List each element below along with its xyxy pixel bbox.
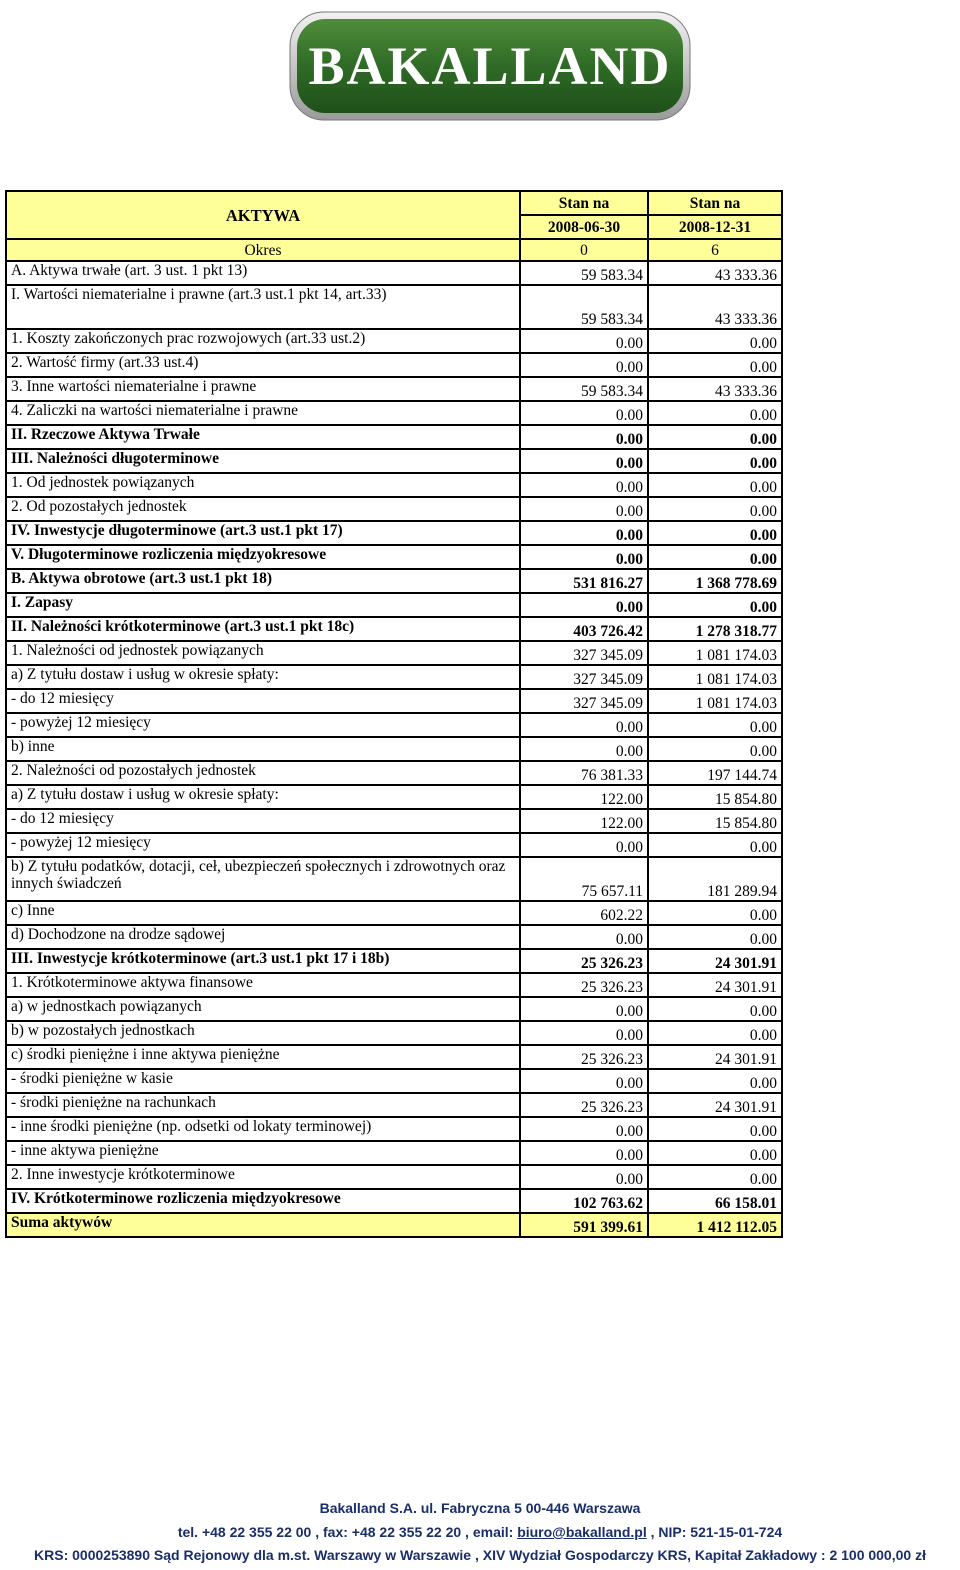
row-value-2008-12-31: 0.00: [648, 1165, 782, 1189]
row-value-2008-06-30: 0.00: [520, 1021, 648, 1045]
row-label: B. Aktywa obrotowe (art.3 ust.1 pkt 18): [6, 569, 520, 593]
row-label: I. Zapasy: [6, 593, 520, 617]
row-value-2008-12-31: 0.00: [648, 593, 782, 617]
row-value-2008-12-31: 24 301.91: [648, 1045, 782, 1069]
okres-row: [6, 239, 782, 261]
row-value-2008-06-30: 0.00: [520, 425, 648, 449]
table-row: [6, 1117, 782, 1141]
row-value-2008-12-31: 1 081 174.03: [648, 689, 782, 713]
col2-header: Stan na: [648, 191, 782, 215]
footer-phone-fax: tel. +48 22 355 22 00 , fax: +48 22 355 22 20 , email:: [177, 1524, 518, 1540]
row-label: b) Z tytułu podatków, dotacji, ceł, ubezpieczeń społecznych i zdrowotnych oraz innych świadczeń: [6, 857, 520, 901]
table-row: [6, 1045, 782, 1069]
table-row: [6, 521, 782, 545]
row-label: III. Należności długoterminowe: [6, 449, 520, 473]
row-value-2008-12-31: 0.00: [648, 401, 782, 425]
table-row: [6, 857, 782, 901]
row-label: - do 12 miesięcy: [6, 689, 520, 713]
row-value-2008-06-30: 75 657.11: [520, 857, 648, 901]
row-value-2008-06-30: 0.00: [520, 401, 648, 425]
row-value-2008-12-31: 0.00: [648, 1141, 782, 1165]
row-label: Suma aktywów: [6, 1213, 520, 1237]
row-value-2008-12-31: 0.00: [648, 425, 782, 449]
row-value-2008-06-30: 0.00: [520, 713, 648, 737]
row-value-2008-06-30: 0.00: [520, 545, 648, 569]
row-value-2008-12-31: 0.00: [648, 997, 782, 1021]
table-row: [6, 641, 782, 665]
row-label: A. Aktywa trwałe (art. 3 ust. 1 pkt 13): [6, 261, 520, 285]
row-value-2008-06-30: 0.00: [520, 737, 648, 761]
table-row: [6, 925, 782, 949]
table-row: [6, 569, 782, 593]
footer-email-link[interactable]: biuro@bakalland.pl: [517, 1524, 647, 1540]
row-label: II. Należności krótkoterminowe (art.3 ust.1 pkt 18c): [6, 617, 520, 641]
table-row: [6, 1021, 782, 1045]
row-label: 1. Od jednostek powiązanych: [6, 473, 520, 497]
footer-nip: , NIP: 521-15-01-724: [646, 1524, 783, 1540]
row-value-2008-06-30: 591 399.61: [520, 1213, 648, 1237]
row-value-2008-06-30: 0.00: [520, 1141, 648, 1165]
row-value-2008-06-30: 59 583.34: [520, 285, 648, 329]
row-label: 2. Od pozostałych jednostek: [6, 497, 520, 521]
table-row: [6, 261, 782, 285]
row-value-2008-12-31: 24 301.91: [648, 949, 782, 973]
row-value-2008-12-31: 15 854.80: [648, 785, 782, 809]
row-value-2008-06-30: 531 816.27: [520, 569, 648, 593]
row-value-2008-12-31: 0.00: [648, 449, 782, 473]
row-label: - powyżej 12 miesięcy: [6, 713, 520, 737]
row-value-2008-12-31: 0.00: [648, 545, 782, 569]
row-label: 4. Zaliczki na wartości niematerialne i prawne: [6, 401, 520, 425]
row-label: 1. Koszty zakończonych prac rozwojowych (art.33 ust.2): [6, 329, 520, 353]
row-value-2008-06-30: 102 763.62: [520, 1189, 648, 1213]
row-label: - środki pieniężne na rachunkach: [6, 1093, 520, 1117]
okres-v2: 6: [648, 239, 782, 261]
table-row: [6, 949, 782, 973]
table-row: [6, 713, 782, 737]
row-value-2008-12-31: 0.00: [648, 925, 782, 949]
table-row: [6, 285, 782, 329]
row-value-2008-12-31: 0.00: [648, 713, 782, 737]
table-row: [6, 1093, 782, 1117]
row-value-2008-06-30: 0.00: [520, 997, 648, 1021]
row-value-2008-06-30: 59 583.34: [520, 377, 648, 401]
logo-wordmark: BAKALLAND: [308, 36, 672, 96]
row-label: a) w jednostkach powiązanych: [6, 997, 520, 1021]
row-label: - środki pieniężne w kasie: [6, 1069, 520, 1093]
row-label: 1. Należności od jednostek powiązanych: [6, 641, 520, 665]
row-label: - inne środki pieniężne (np. odsetki od lokaty terminowej): [6, 1117, 520, 1141]
row-value-2008-06-30: 602.22: [520, 901, 648, 925]
table-row: [6, 449, 782, 473]
row-label: 2. Inne inwestycje krótkoterminowe: [6, 1165, 520, 1189]
table-row: [6, 617, 782, 641]
row-value-2008-06-30: 0.00: [520, 329, 648, 353]
row-label: II. Rzeczowe Aktywa Trwałe: [6, 425, 520, 449]
row-value-2008-06-30: 25 326.23: [520, 1093, 648, 1117]
row-value-2008-06-30: 0.00: [520, 473, 648, 497]
row-value-2008-12-31: 0.00: [648, 329, 782, 353]
row-value-2008-12-31: 1 368 778.69: [648, 569, 782, 593]
row-value-2008-12-31: 0.00: [648, 1069, 782, 1093]
row-value-2008-12-31: 1 278 318.77: [648, 617, 782, 641]
row-label: III. Inwestycje krótkoterminowe (art.3 ust.1 pkt 17 i 18b): [6, 949, 520, 973]
row-value-2008-06-30: 0.00: [520, 925, 648, 949]
row-value-2008-12-31: 66 158.01: [648, 1189, 782, 1213]
row-value-2008-12-31: 0.00: [648, 497, 782, 521]
okres-v1: 0: [520, 239, 648, 261]
table-row: [6, 1141, 782, 1165]
row-label: IV. Krótkoterminowe rozliczenia międzyokresowe: [6, 1189, 520, 1213]
row-value-2008-12-31: 0.00: [648, 521, 782, 545]
col1-date: 2008-06-30: [520, 215, 648, 239]
table-row: [6, 425, 782, 449]
row-value-2008-06-30: 25 326.23: [520, 949, 648, 973]
table-row: [6, 401, 782, 425]
table-row: [6, 689, 782, 713]
row-value-2008-12-31: 0.00: [648, 1117, 782, 1141]
row-label: a) Z tytułu dostaw i usług w okresie spłaty:: [6, 665, 520, 689]
row-value-2008-12-31: 1 081 174.03: [648, 641, 782, 665]
col2-date: 2008-12-31: [648, 215, 782, 239]
table-row: [6, 353, 782, 377]
row-value-2008-12-31: 0.00: [648, 353, 782, 377]
row-value-2008-12-31: 0.00: [648, 473, 782, 497]
row-value-2008-06-30: 25 326.23: [520, 1045, 648, 1069]
table-row: [6, 901, 782, 925]
row-value-2008-06-30: 0.00: [520, 1165, 648, 1189]
row-label: c) Inne: [6, 901, 520, 925]
row-value-2008-06-30: 0.00: [520, 521, 648, 545]
row-label: 2. Należności od pozostałych jednostek: [6, 761, 520, 785]
row-value-2008-06-30: 59 583.34: [520, 261, 648, 285]
row-label: 1. Krótkoterminowe aktywa finansowe: [6, 973, 520, 997]
table-row: [6, 1189, 782, 1213]
row-value-2008-12-31: 0.00: [648, 1021, 782, 1045]
table-row: [6, 377, 782, 401]
row-value-2008-06-30: 25 326.23: [520, 973, 648, 997]
row-label: 3. Inne wartości niematerialne i prawne: [6, 377, 520, 401]
table-row: [6, 833, 782, 857]
row-value-2008-06-30: 0.00: [520, 1117, 648, 1141]
row-value-2008-06-30: 327 345.09: [520, 665, 648, 689]
row-value-2008-12-31: 0.00: [648, 737, 782, 761]
table-row: [6, 665, 782, 689]
table-row: [6, 593, 782, 617]
row-value-2008-12-31: 15 854.80: [648, 809, 782, 833]
row-value-2008-12-31: 1 412 112.05: [648, 1213, 782, 1237]
table-row: [6, 473, 782, 497]
row-value-2008-06-30: 327 345.09: [520, 641, 648, 665]
row-value-2008-06-30: 0.00: [520, 593, 648, 617]
balance-sheet-table-wrap: [5, 190, 783, 1238]
footer-contact: [0, 1524, 960, 1540]
row-value-2008-12-31: 43 333.36: [648, 377, 782, 401]
assets-table: [5, 190, 783, 1238]
bakalland-logo: [288, 10, 692, 122]
row-value-2008-06-30: 327 345.09: [520, 689, 648, 713]
table-row: [6, 329, 782, 353]
row-value-2008-06-30: 122.00: [520, 785, 648, 809]
row-value-2008-12-31: 24 301.91: [648, 973, 782, 997]
row-label: - powyżej 12 miesięcy: [6, 833, 520, 857]
table-row: [6, 761, 782, 785]
table-row: [6, 997, 782, 1021]
row-value-2008-12-31: 0.00: [648, 833, 782, 857]
row-label: c) środki pieniężne i inne aktywa pieniężne: [6, 1045, 520, 1069]
assets-title: AKTYWA: [6, 191, 520, 239]
row-value-2008-06-30: 122.00: [520, 809, 648, 833]
table-row: [6, 1069, 782, 1093]
footer-registry: KRS: 0000253890 Sąd Rejonowy dla m.st. Warszawy w Warszawie , XIV Wydział Gospodarczy KRS, Kapitał Zakładowy : 2 100 000,00 zł: [34, 1547, 926, 1563]
row-label: - do 12 miesięcy: [6, 809, 520, 833]
row-label: I. Wartości niematerialne i prawne (art.3 ust.1 pkt 14, art.33): [6, 285, 520, 329]
table-row: [6, 1165, 782, 1189]
row-label: b) w pozostałych jednostkach: [6, 1021, 520, 1045]
row-value-2008-12-31: 197 144.74: [648, 761, 782, 785]
row-label: b) inne: [6, 737, 520, 761]
table-row: [6, 809, 782, 833]
col1-header: Stan na: [520, 191, 648, 215]
table-row: [6, 497, 782, 521]
row-value-2008-12-31: 181 289.94: [648, 857, 782, 901]
row-value-2008-12-31: 43 333.36: [648, 261, 782, 285]
row-value-2008-12-31: 0.00: [648, 901, 782, 925]
okres-label: Okres: [6, 239, 520, 261]
table-row: [6, 737, 782, 761]
table-header-row: [6, 191, 782, 215]
row-label: IV. Inwestycje długoterminowe (art.3 ust.1 pkt 17): [6, 521, 520, 545]
row-value-2008-12-31: 1 081 174.03: [648, 665, 782, 689]
table-row: [6, 973, 782, 997]
row-value-2008-06-30: 0.00: [520, 833, 648, 857]
row-value-2008-12-31: 43 333.36: [648, 285, 782, 329]
table-row: [6, 1213, 782, 1237]
row-value-2008-12-31: 24 301.91: [648, 1093, 782, 1117]
row-value-2008-06-30: 0.00: [520, 449, 648, 473]
row-label: a) Z tytułu dostaw i usług w okresie spłaty:: [6, 785, 520, 809]
table-row: [6, 545, 782, 569]
row-value-2008-06-30: 0.00: [520, 497, 648, 521]
row-value-2008-06-30: 403 726.42: [520, 617, 648, 641]
row-value-2008-06-30: 76 381.33: [520, 761, 648, 785]
row-label: V. Długoterminowe rozliczenia międzyokresowe: [6, 545, 520, 569]
row-value-2008-06-30: 0.00: [520, 353, 648, 377]
row-label: - inne aktywa pieniężne: [6, 1141, 520, 1165]
row-label: d) Dochodzone na drodze sądowej: [6, 925, 520, 949]
table-row: [6, 785, 782, 809]
row-value-2008-06-30: 0.00: [520, 1069, 648, 1093]
row-label: 2. Wartość firmy (art.33 ust.4): [6, 353, 520, 377]
footer-address: Bakalland S.A. ul. Fabryczna 5 00-446 Warszawa: [319, 1500, 641, 1516]
